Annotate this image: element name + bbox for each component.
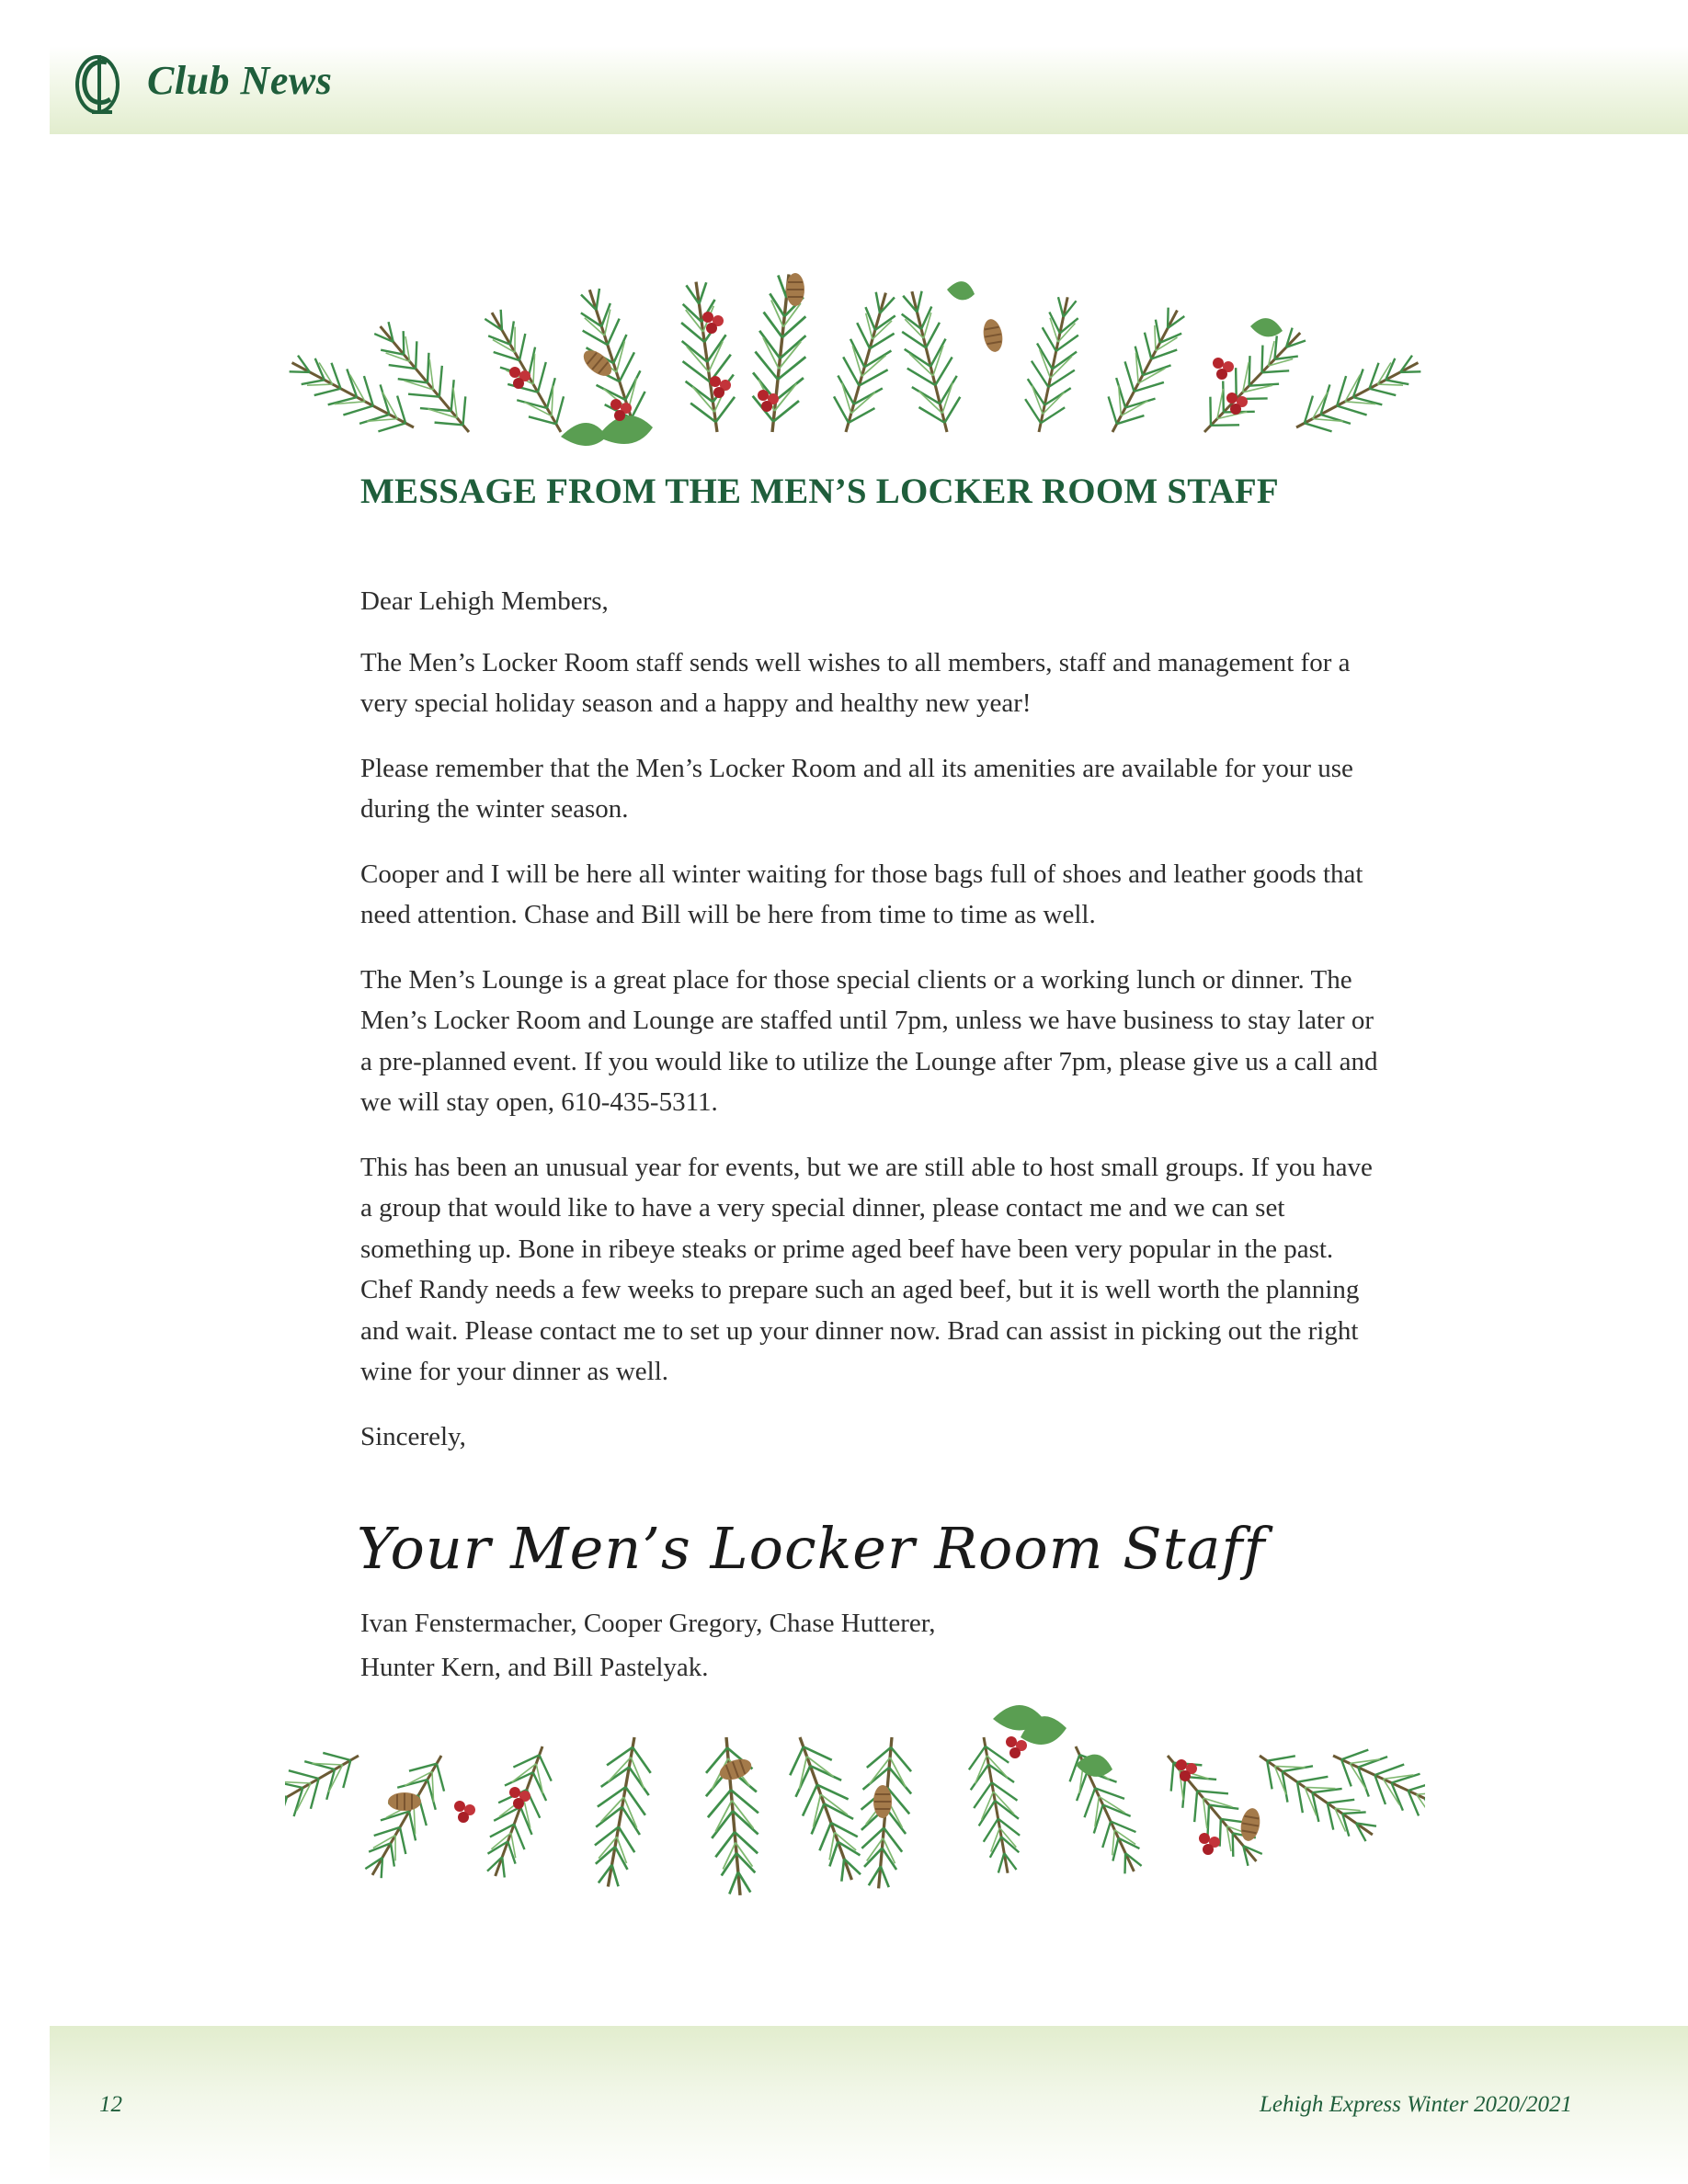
section-title: Club News bbox=[147, 58, 333, 103]
paragraph: This has been an unusual year for events, but we are still able to host small groups. If you have a group that would like to have a very special dinner, please contact me and we can set something up. Bone in ribeye steaks or prime aged beef have been very popular in the past. Chef Randy needs a few weeks to prepare such an aged beef, but it is well worth the planning and wait. Please contact me to set up your dinner now. Brad can assist in picking out the right wine for your dinner as well. bbox=[360, 1152, 1373, 1386]
pine-garland-top bbox=[285, 179, 1425, 464]
page-number: 12 bbox=[99, 2092, 122, 2117]
publication-title: Lehigh Express Winter 2020/2021 bbox=[1259, 2092, 1572, 2117]
signature: Your Men’s Locker Room Staff bbox=[357, 1515, 1266, 1582]
lehigh-monogram-icon bbox=[72, 48, 123, 118]
signers-line: Hunter Kern, and Bill Pastelyak. bbox=[360, 1653, 709, 1682]
letter-body bbox=[360, 581, 1390, 1481]
paragraph: Please remember that the Men’s Locker Room and all its amenities are available for your use during the winter season. bbox=[360, 753, 1353, 824]
salutation: Dear Lehigh Members, bbox=[360, 586, 609, 616]
headline: MESSAGE FROM THE MEN’S LOCKER ROOM STAFF bbox=[360, 472, 1279, 511]
signers bbox=[360, 1601, 1372, 1689]
closing: Sincerely, bbox=[360, 1421, 466, 1451]
paragraph: Cooper and I will be here all winter waiting for those bags full of shoes and leather goods that need attention. Chase and Bill will be here from time to time as well. bbox=[360, 859, 1363, 929]
pine-garland-bottom bbox=[285, 1701, 1425, 1995]
paragraph: The Men’s Locker Room staff sends well wishes to all members, staff and management for a very special holiday season and a happy and healthy new year! bbox=[360, 647, 1351, 718]
paragraph: The Men’s Lounge is a great place for those special clients or a working lunch or dinner. The Men’s Locker Room and Lounge are staffed until 7pm, unless we have business to stay later or a pre-planned event. If you would like to utilize the Lounge after 7pm, please give us a call and we will stay open, 610-435-5311. bbox=[360, 964, 1378, 1117]
signers-line: Ivan Fenstermacher, Cooper Gregory, Chase Hutterer, bbox=[360, 1609, 936, 1638]
